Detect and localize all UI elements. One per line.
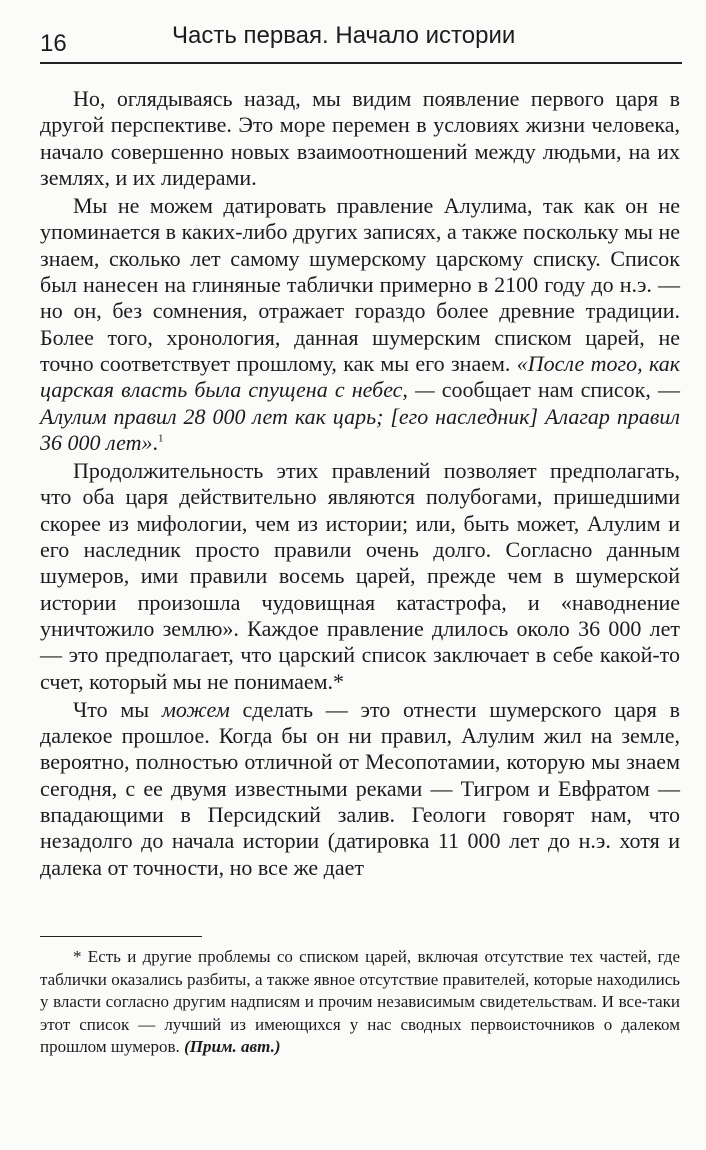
paragraph-4 [40,697,680,881]
endnote-marker: 1 [158,432,164,445]
paragraph-text: Но, оглядываясь назад, мы видим появление первого царя в другой перспективе. Это море перемен в условиях жизни человека, начало совершенно новых взаимоотношений между людьми, на их землях, и их лидерами. [40,86,680,190]
footnote-attribution: (Прим. авт.) [184,1037,281,1057]
footnote-paragraph [40,946,680,1059]
quote-text: «После того, как царская власть была спущена с небес, — [40,350,680,403]
running-title: Часть первая. Начало истории [172,22,516,49]
emphasis-text: можем [161,696,230,722]
footnote-divider [40,936,202,937]
paragraph-text: Продолжительность этих правлений позволяет предполагать, что оба царя действительно являются полубогами, пришедшими скорее из мифологии, чем из истории; или, быть может, Алулим и его наследник просто правили очень долго. Согласно данным шумеров, ими правили восемь царей, прежде чем в шумерской истории произошла чудовищная катастрофа, и «наводнение уничтожило землю». Каждое правление длилось около 36 000 лет — это предполагает, что царский список заключает в себе какой-то счет, который мы не понимаем.* [40,458,680,694]
paragraph-text: сделать — это отнести шумерского царя в далекое прошлое. Когда бы он ни правил, Алулим жил на земле, вероятно, полностью отличной от Месопотамии, которую мы знаем сегодня, с ее двумя известными реками — Тигром и Евфратом — впадающими в Персидский залив. Геологи говорят нам, что незадолго до начала истории (датировка 11 000 лет до н.э. хотя и далека от точности, но все же дает [40,696,680,880]
page-number: 16 [40,30,67,57]
quote-text: Алулим правил 28 000 лет как царь; [его наследник] Алагар правил 36 000 лет» [40,403,680,455]
body-text [40,86,680,881]
paragraph-text: сообщает нам список, — [434,377,680,403]
paragraph-text: . [152,429,159,455]
footnote [40,946,680,1059]
paragraph-text: Мы не можем датировать правление Алулима, так как он не упоминается в каких-либо других записях, а также поскольку мы не знаем, сколько лет самому шумерскому царскому списку. Список был нанесен на глиняные таблички примерно в 2100 году до н.э. — но он, без сомнения, отражает гораздо более древние традиции. Более того, хронология, данная шумерским списком царей, не точно соответствует прошлому, как мы его знаем. [40,193,680,376]
page-header [40,18,682,64]
paragraph-1 [40,86,680,191]
paragraph-text: Что мы [73,696,162,722]
footnote-text: * Есть и другие проблемы со списком царей, включая отсутствие тех частей, где таблички оказались разбиты, а также явное отсутствие правителей, которые находились у власти согласно другим надписям и прочим независимым свидетельствам. И все-таки этот список — лучший из имеющихся у нас сводных первоисточников о далеком прошлом шумеров. [40,947,680,1057]
paragraph-3 [40,458,680,695]
paragraph-2 [40,193,680,456]
